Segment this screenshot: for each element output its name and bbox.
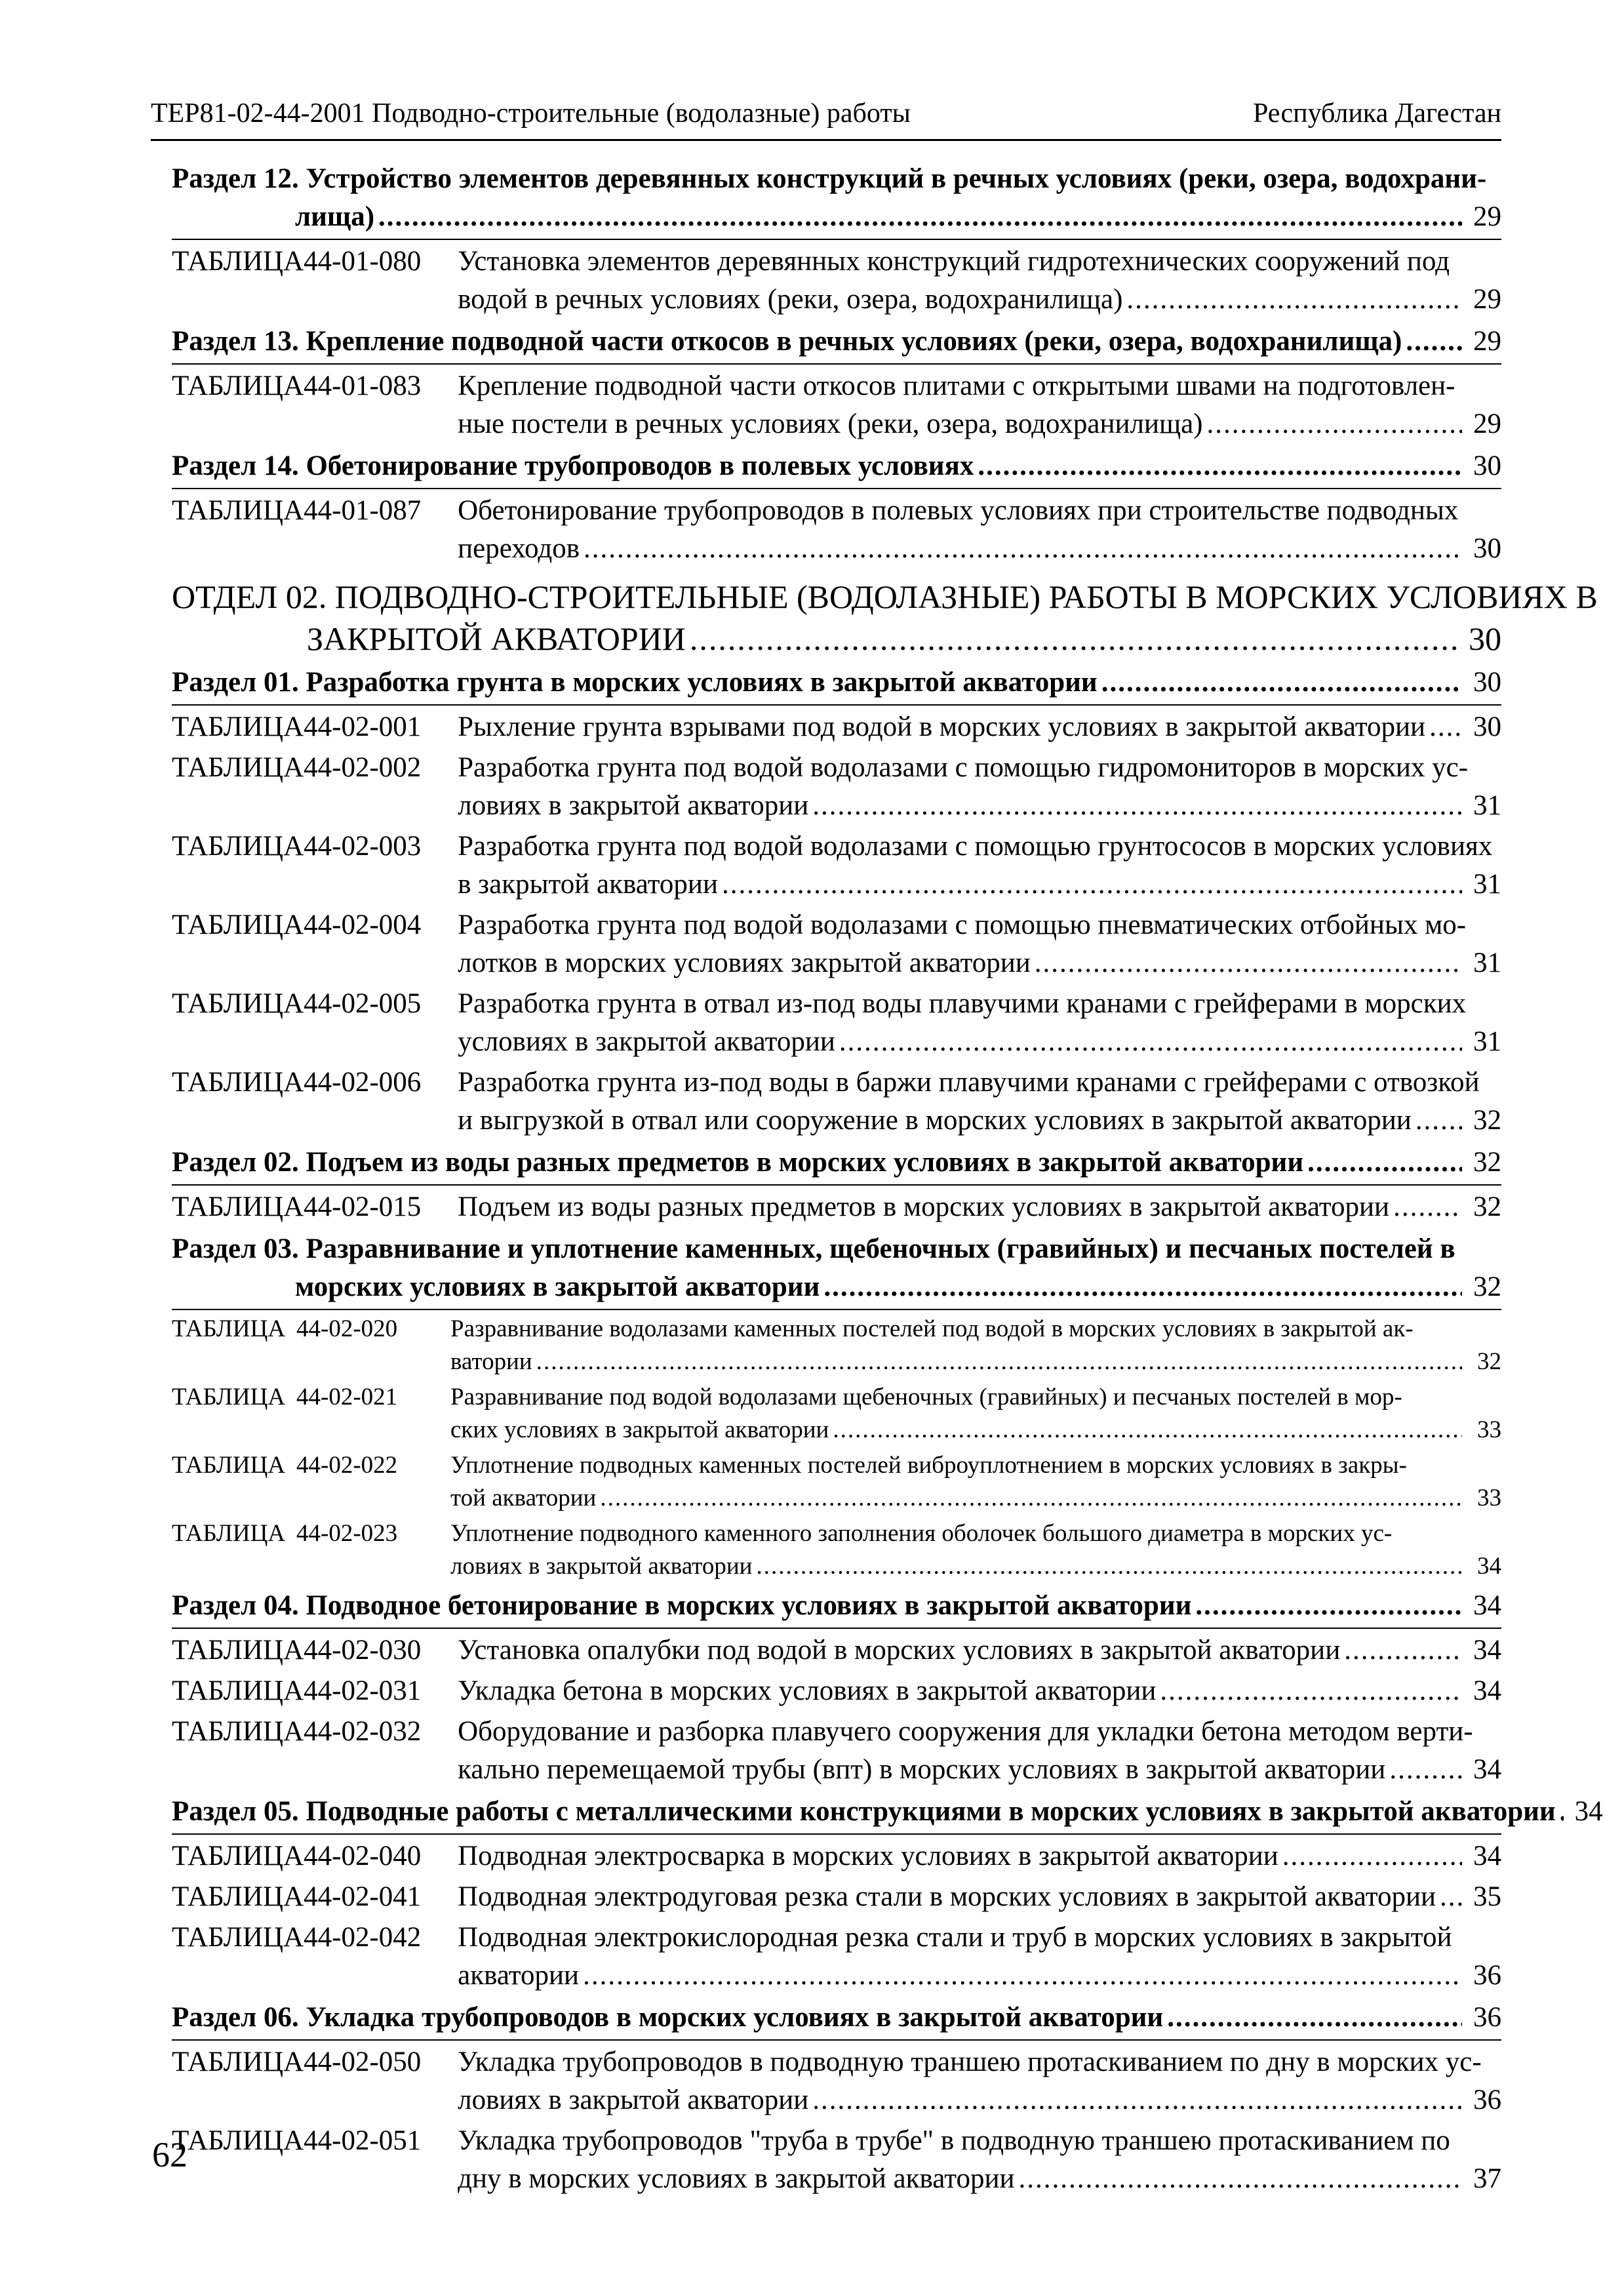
table-label: ТАБЛИЦА <box>172 370 304 401</box>
toc-line <box>172 1999 1501 2037</box>
toc-table-entry[interactable] <box>172 749 1501 825</box>
toc-section[interactable] <box>172 1230 1501 1306</box>
table-title <box>458 243 1501 319</box>
toc-page-number: 33 <box>1477 1416 1501 1443</box>
toc-line-text: в закрытой акватории <box>458 869 718 900</box>
toc-line <box>450 1482 1501 1515</box>
table-code: 44-01-080 <box>304 246 422 277</box>
running-header <box>151 90 1501 136</box>
toc-line <box>458 985 1501 1023</box>
table-code: 44-02-032 <box>304 1716 422 1747</box>
toc-line-text: Раздел 12. Устройство элементов деревянных конструкций в речных условиях (реки, озера, водохрани- <box>172 163 1487 194</box>
toc-line <box>450 1346 1501 1378</box>
table-code: 44-02-030 <box>304 1635 422 1666</box>
table-label: ТАБЛИЦА <box>172 1067 304 1098</box>
dot-leader <box>1436 1878 1462 1916</box>
section-rule <box>172 704 1501 706</box>
table-title <box>458 828 1501 904</box>
toc-page-number: 31 <box>1473 790 1501 821</box>
toc-table-entry[interactable] <box>172 828 1501 904</box>
toc-line <box>458 1837 1501 1875</box>
toc-line-text: ОТДЕЛ 02. ПОДВОДНО-СТРОИТЕЛЬНЫЕ (ВОДОЛАЗНЫЕ) РАБОТЫ В МОРСКИХ УСЛОВИЯХ В <box>172 578 1598 615</box>
toc-page-number: 34 <box>1473 1675 1501 1706</box>
table-title <box>458 2122 1501 2198</box>
toc-line <box>458 530 1501 568</box>
toc-line <box>172 1587 1501 1625</box>
table-code: 44-02-005 <box>304 988 422 1019</box>
toc-page-number: 34 <box>1473 1590 1501 1621</box>
toc-line-text: Разравнивание водолазами каменных постелей под водой в морских условиях в закрытой ак- <box>450 1315 1414 1342</box>
toc-line-text: ватории <box>450 1348 532 1375</box>
table-code: 44-02-041 <box>304 1881 422 1912</box>
toc-table-entry[interactable] <box>172 492 1501 568</box>
toc-page-number: 32 <box>1477 1348 1501 1375</box>
toc-table-entry[interactable] <box>172 1313 1501 1378</box>
toc-line <box>458 1713 1501 1751</box>
toc-page-number: 32 <box>1473 1191 1501 1222</box>
toc-line <box>450 1313 1501 1346</box>
toc-line-text: лотков в морских условиях закрытой акватории <box>458 948 1031 978</box>
toc-line-text: Уплотнение подводных каменных постелей виброуплотнением в морских условиях в закры- <box>450 1452 1407 1479</box>
toc-page-number: 34 <box>1473 1754 1501 1785</box>
table-label: ТАБЛИЦА <box>172 1922 304 1953</box>
toc-line-text: кально перемещаемой трубы (впт) в морских условиях в закрытой акватории <box>458 1754 1386 1785</box>
table-code: 44-02-040 <box>304 1841 422 1871</box>
toc-page-number: 31 <box>1473 1026 1501 1057</box>
toc-page-number: 31 <box>1473 948 1501 978</box>
toc-page-number: 32 <box>1473 1147 1501 1178</box>
table-title <box>458 708 1501 746</box>
toc-section[interactable] <box>172 1793 1603 1831</box>
toc-line <box>450 1449 1501 1482</box>
dot-leader <box>808 2081 1462 2119</box>
table-title <box>458 2043 1501 2119</box>
toc-section[interactable] <box>172 664 1501 702</box>
toc-page-number: 34 <box>1574 1796 1603 1827</box>
table-code: 44-02-031 <box>304 1675 422 1706</box>
toc-line-text: Оборудование и разборка плавучего сооружения для укладки бетона методом верти- <box>458 1716 1473 1747</box>
dot-leader <box>579 1957 1462 1995</box>
section-rule <box>172 1833 1501 1835</box>
toc-line-text: дну в морских условиях в закрытой акватории <box>458 2163 1015 2194</box>
toc-line <box>458 787 1501 825</box>
toc-line-text: морских условиях в закрытой акватории <box>295 1271 820 1302</box>
toc-line <box>172 447 1501 485</box>
dot-leader <box>596 1482 1462 1515</box>
toc-section[interactable] <box>172 1144 1501 1182</box>
toc-line-text: Раздел 06. Укладка трубопроводов в морских условиях в закрытой акватории <box>172 2002 1164 2033</box>
toc-page-number: 37 <box>1473 2163 1501 2194</box>
dot-leader <box>686 618 1462 660</box>
toc-table-entry[interactable] <box>172 1381 1501 1447</box>
table-code: 44-02-023 <box>296 1520 398 1547</box>
toc-line <box>450 1381 1501 1414</box>
toc-page-number: 36 <box>1473 2002 1501 2033</box>
table-code: 44-02-021 <box>296 1384 398 1410</box>
section-rule <box>172 363 1501 365</box>
toc-line-text: Разработка грунта под водой водолазами с помощью пневматических отбойных мо- <box>458 909 1467 940</box>
toc-line <box>458 405 1501 443</box>
dot-leader <box>974 447 1462 485</box>
table-label: ТАБЛИЦА <box>172 1675 304 1706</box>
table-title <box>458 1837 1501 1875</box>
toc-line <box>172 618 1501 660</box>
toc-line <box>458 2122 1501 2160</box>
toc-line <box>172 664 1501 702</box>
table-label: ТАБЛИЦА <box>172 1315 286 1342</box>
toc-line <box>172 1268 1501 1306</box>
toc-table-entry[interactable] <box>172 1672 1501 1710</box>
toc-section[interactable] <box>172 447 1501 485</box>
toc-line-text: ловиях в закрытой акватории <box>458 790 809 821</box>
toc-line <box>458 1878 1501 1916</box>
toc-line-text: Разработка грунта под водой водолазами с помощью гидромониторов в морских ус- <box>458 752 1469 783</box>
table-label: ТАБЛИЦА <box>172 1716 304 1747</box>
toc-line-text: Разработка грунта из-под воды в баржи плавучими кранами с грейферами с отвозкой <box>458 1067 1480 1098</box>
toc-line <box>458 708 1501 746</box>
table-title <box>458 1064 1501 1140</box>
toc-page-number: 30 <box>1473 667 1501 698</box>
toc-page-number: 34 <box>1473 1635 1501 1666</box>
toc-page-number: 30 <box>1473 450 1501 481</box>
toc-page-number: 36 <box>1473 2085 1501 2115</box>
toc-table-entry[interactable] <box>172 1449 1501 1515</box>
toc-line-text: той акватории <box>450 1485 597 1511</box>
toc-page-number: 34 <box>1477 1553 1501 1580</box>
toc-line-text: акватории <box>458 1960 580 1991</box>
table-code: 44-02-001 <box>304 711 422 742</box>
toc-page-number: 32 <box>1473 1271 1501 1302</box>
toc-line <box>172 1144 1501 1182</box>
toc-table-entry[interactable] <box>172 2043 1501 2119</box>
table-title <box>458 985 1501 1061</box>
toc-section[interactable] <box>172 1999 1501 2037</box>
dot-leader <box>1278 1837 1462 1875</box>
toc-section[interactable] <box>172 160 1501 236</box>
dot-leader <box>1191 1587 1462 1625</box>
toc-table-entry[interactable] <box>172 1713 1501 1789</box>
dot-leader <box>1203 405 1463 443</box>
dot-leader <box>1556 1793 1564 1831</box>
dot-leader <box>835 1023 1462 1061</box>
table-code: 44-02-042 <box>304 1922 422 1953</box>
table-title <box>458 492 1501 568</box>
toc-line <box>458 281 1501 319</box>
toc-line <box>458 492 1501 530</box>
toc-line <box>458 1751 1501 1789</box>
toc-line <box>450 1414 1501 1447</box>
toc-line-text: Разравнивание под водой водолазами щебеночных (гравийных) и песчаных постелей в мор- <box>450 1384 1402 1410</box>
section-rule <box>172 488 1501 489</box>
dot-leader <box>1412 1102 1462 1140</box>
toc-line-text: Раздел 14. Обетонирование трубопроводов в полевых условиях <box>172 450 974 481</box>
toc-line <box>172 576 1598 618</box>
table-title <box>458 1878 1501 1916</box>
toc-line <box>458 2081 1501 2119</box>
toc-line-text: ЗАКРЫТОЙ АКВАТОРИИ <box>307 620 686 657</box>
table-code: 44-02-006 <box>304 1067 422 1098</box>
toc-line <box>458 828 1501 866</box>
toc-line <box>458 243 1501 281</box>
table-label: ТАБЛИЦА <box>172 711 304 742</box>
toc-line-text: Раздел 01. Разработка грунта в морских условиях в закрытой акватории <box>172 667 1098 698</box>
toc-line <box>458 866 1501 904</box>
toc-page-number: 30 <box>1473 533 1501 564</box>
dot-leader <box>1389 1188 1462 1226</box>
toc-line-text: ловиях в закрытой акватории <box>450 1553 753 1580</box>
table-title <box>450 1313 1501 1378</box>
table-label: ТАБЛИЦА <box>172 831 304 862</box>
dot-leader <box>718 866 1462 904</box>
toc-page-number: 29 <box>1473 409 1501 439</box>
dot-leader <box>580 530 1462 568</box>
dot-leader <box>1122 281 1462 319</box>
table-label: ТАБЛИЦА <box>172 988 304 1019</box>
toc-line-text: Разработка грунта под водой водолазами с помощью грунтососов в морских условиях <box>458 831 1493 862</box>
table-title <box>458 1631 1501 1669</box>
toc-page-number: 36 <box>1473 1960 1501 1991</box>
table-title <box>450 1517 1501 1583</box>
dot-leader <box>820 1268 1462 1306</box>
table-code: 44-02-050 <box>304 2047 422 2077</box>
table-label: ТАБЛИЦА <box>172 246 304 277</box>
table-label: ТАБЛИЦА <box>172 1384 286 1410</box>
toc-line-text: и выгрузкой в отвал или сооружение в морских условиях в закрытой акватории <box>458 1105 1412 1136</box>
table-title <box>458 1188 1501 1226</box>
dot-leader <box>1098 664 1462 702</box>
dot-leader <box>1425 708 1462 746</box>
table-title <box>458 1919 1501 1995</box>
toc-table-entry[interactable] <box>172 367 1501 443</box>
toc-line <box>458 1919 1501 1957</box>
dot-leader <box>1031 944 1462 982</box>
toc-line-text: Раздел 02. Подъем из воды разных предметов в морских условиях в закрытой акватории <box>172 1147 1304 1178</box>
dot-leader <box>1014 2160 1462 2198</box>
dot-leader <box>1163 1999 1462 2037</box>
toc-line-text: условиях в закрытой акватории <box>458 1026 835 1057</box>
toc-table-entry[interactable] <box>172 1188 1501 1226</box>
toc-line-text: ских условиях в закрытой акватории <box>450 1416 829 1443</box>
toc-line <box>172 1230 1501 1268</box>
toc-table-entry[interactable] <box>172 2122 1501 2198</box>
toc-line <box>458 1023 1501 1061</box>
dot-leader <box>1385 1751 1462 1789</box>
toc-line-text: Раздел 05. Подводные работы с металлическими конструкциями в морских условиях в закрытой акватории <box>172 1796 1556 1827</box>
header-title: ТЕР81-02-44-2001 Подводно-строительные (водолазные) работы <box>151 98 911 129</box>
table-title <box>458 367 1501 443</box>
table-label: ТАБЛИЦА <box>172 909 304 940</box>
table-code: 44-02-020 <box>296 1315 398 1342</box>
header-region: Республика Дагестан <box>1252 98 1501 129</box>
table-label: ТАБЛИЦА <box>172 752 304 783</box>
toc-table-entry[interactable] <box>172 985 1501 1061</box>
toc-line <box>458 2160 1501 2198</box>
toc-page-number: 33 <box>1477 1485 1501 1511</box>
toc-line-text: Раздел 04. Подводное бетонирование в морских условиях в закрытой акватории <box>172 1590 1192 1621</box>
toc-line <box>458 1672 1501 1710</box>
dot-leader <box>808 787 1462 825</box>
toc-line <box>172 1793 1603 1831</box>
toc-line-text: лища) <box>295 201 375 232</box>
toc-line-text: Крепление подводной части откосов плитами с открытыми швами на подготовлен- <box>458 370 1456 401</box>
toc-section[interactable] <box>172 323 1501 361</box>
toc-line-text: Обетонирование трубопроводов в полевых условиях при строительстве подводных <box>458 495 1459 526</box>
toc-line-text: Подводная электродуговая резка стали в морских условиях в закрытой акватории <box>458 1881 1436 1912</box>
toc-line-text: Уплотнение подводного каменного заполнения оболочек большого диаметра в морских ус- <box>450 1520 1393 1547</box>
toc-line <box>458 2043 1501 2081</box>
toc-line-text: ные постели в речных условиях (реки, озера, водохранилища) <box>458 409 1203 439</box>
table-label: ТАБЛИЦА <box>172 2125 304 2156</box>
toc-page-number: 32 <box>1473 1105 1501 1136</box>
table-label: ТАБЛИЦА <box>172 1841 304 1871</box>
toc-line <box>458 367 1501 405</box>
toc-table-entry[interactable] <box>172 1631 1501 1669</box>
toc-table-entry[interactable] <box>172 1837 1501 1875</box>
toc-line <box>458 1957 1501 1995</box>
table-title <box>458 906 1501 982</box>
table-label: ТАБЛИЦА <box>172 495 304 526</box>
table-label: ТАБЛИЦА <box>172 1452 286 1479</box>
toc-table-entry[interactable] <box>172 906 1501 982</box>
dot-leader <box>1156 1672 1462 1710</box>
table-label: ТАБЛИЦА <box>172 1520 286 1547</box>
section-rule <box>172 1309 1501 1310</box>
toc-line-text: переходов <box>458 533 580 564</box>
table-code: 44-02-022 <box>296 1452 398 1479</box>
table-title <box>458 1672 1501 1710</box>
page-number: 62 <box>152 2135 188 2174</box>
toc-line <box>458 1188 1501 1226</box>
table-label: ТАБЛИЦА <box>172 1881 304 1912</box>
toc-line <box>172 160 1501 198</box>
toc-line-text: Разработка грунта в отвал из-под воды плавучими кранами с грейферами в морских <box>458 988 1467 1019</box>
toc-table-entry[interactable] <box>172 243 1501 319</box>
table-code: 44-01-087 <box>304 495 422 526</box>
toc-line-text: Укладка бетона в морских условиях в закрытой акватории <box>458 1675 1157 1706</box>
dot-leader <box>374 198 1462 236</box>
toc-line-text: Установка элементов деревянных конструкций гидротехнических сооружений под <box>458 246 1450 277</box>
toc-table-entry[interactable] <box>172 1517 1501 1583</box>
toc-line-text: Рыхление грунта взрывами под водой в морских условиях в закрытой акватории <box>458 711 1426 742</box>
toc-line-text: водой в речных условиях (реки, озера, водохранилища) <box>458 284 1123 315</box>
toc-page-number: 31 <box>1473 869 1501 900</box>
toc-table-entry[interactable] <box>172 1919 1501 1995</box>
toc-line <box>450 1517 1501 1550</box>
toc-line-text: Подъем из воды разных предметов в морских условиях в закрытой акватории <box>458 1191 1390 1222</box>
table-label: ТАБЛИЦА <box>172 1635 304 1666</box>
toc-line-text: Подводная электрокислородная резка стали и труб в морских условиях в закрытой <box>458 1922 1452 1953</box>
toc-line-text: Раздел 03. Разравнивание и уплотнение каменных, щебеночных (гравийных) и песчаных постелей в <box>172 1233 1456 1264</box>
dot-leader <box>532 1346 1462 1378</box>
toc-line <box>458 1064 1501 1102</box>
table-code: 44-02-003 <box>304 831 422 862</box>
toc-line <box>458 906 1501 944</box>
toc-page-number: 35 <box>1473 1881 1501 1912</box>
section-rule <box>172 1184 1501 1186</box>
toc-page-number: 34 <box>1473 1841 1501 1871</box>
table-title <box>458 1713 1501 1789</box>
table-code: 44-02-051 <box>304 2125 422 2156</box>
dot-leader <box>1303 1144 1462 1182</box>
toc-section[interactable] <box>172 1587 1501 1625</box>
dot-leader <box>1340 1631 1462 1669</box>
toc-page-number: 29 <box>1473 326 1501 357</box>
toc-line-text: Раздел 13. Крепление подводной части откосов в речных условиях (реки, озера, водохранилища) <box>172 326 1402 357</box>
toc-line <box>172 323 1501 361</box>
section-rule <box>172 239 1501 240</box>
toc-line-text: Укладка трубопроводов "труба в трубе" в подводную траншею протаскиванием по <box>458 2125 1450 2156</box>
toc-line <box>172 198 1501 236</box>
section-rule <box>172 2039 1501 2041</box>
toc-page-number: 30 <box>1469 620 1501 657</box>
toc-page-number: 30 <box>1473 711 1501 742</box>
table-label: ТАБЛИЦА <box>172 1191 304 1222</box>
toc-line-text: Подводная электросварка в морских условиях в закрытой акватории <box>458 1841 1278 1871</box>
table-code: 44-02-002 <box>304 752 422 783</box>
table-title <box>450 1449 1501 1515</box>
table-title <box>450 1381 1501 1447</box>
header-rule <box>151 139 1501 141</box>
toc-line <box>458 1631 1501 1669</box>
toc-department[interactable] <box>172 576 1598 660</box>
toc-line <box>458 749 1501 787</box>
toc-table-entry[interactable] <box>172 708 1501 746</box>
table-title <box>458 749 1501 825</box>
table-code: 44-02-004 <box>304 909 422 940</box>
dot-leader <box>1402 323 1462 361</box>
toc-line <box>458 944 1501 982</box>
table-of-contents <box>172 156 1603 2198</box>
dot-leader <box>752 1550 1462 1583</box>
table-label: ТАБЛИЦА <box>172 2047 304 2077</box>
dot-leader <box>829 1414 1462 1447</box>
table-code: 44-01-083 <box>304 370 422 401</box>
toc-line-text: ловиях в закрытой акватории <box>458 2085 809 2115</box>
toc-page-number: 29 <box>1473 201 1501 232</box>
toc-line <box>458 1102 1501 1140</box>
toc-table-entry[interactable] <box>172 1064 1501 1140</box>
toc-table-entry[interactable] <box>172 1878 1501 1916</box>
toc-page-number: 29 <box>1473 284 1501 315</box>
section-rule <box>172 1628 1501 1629</box>
toc-line <box>450 1550 1501 1583</box>
toc-line-text: Укладка трубопроводов в подводную траншею протаскиванием по дну в морских ус- <box>458 2047 1482 2077</box>
toc-line-text: Установка опалубки под водой в морских условиях в закрытой акватории <box>458 1635 1341 1666</box>
table-code: 44-02-015 <box>304 1191 422 1222</box>
